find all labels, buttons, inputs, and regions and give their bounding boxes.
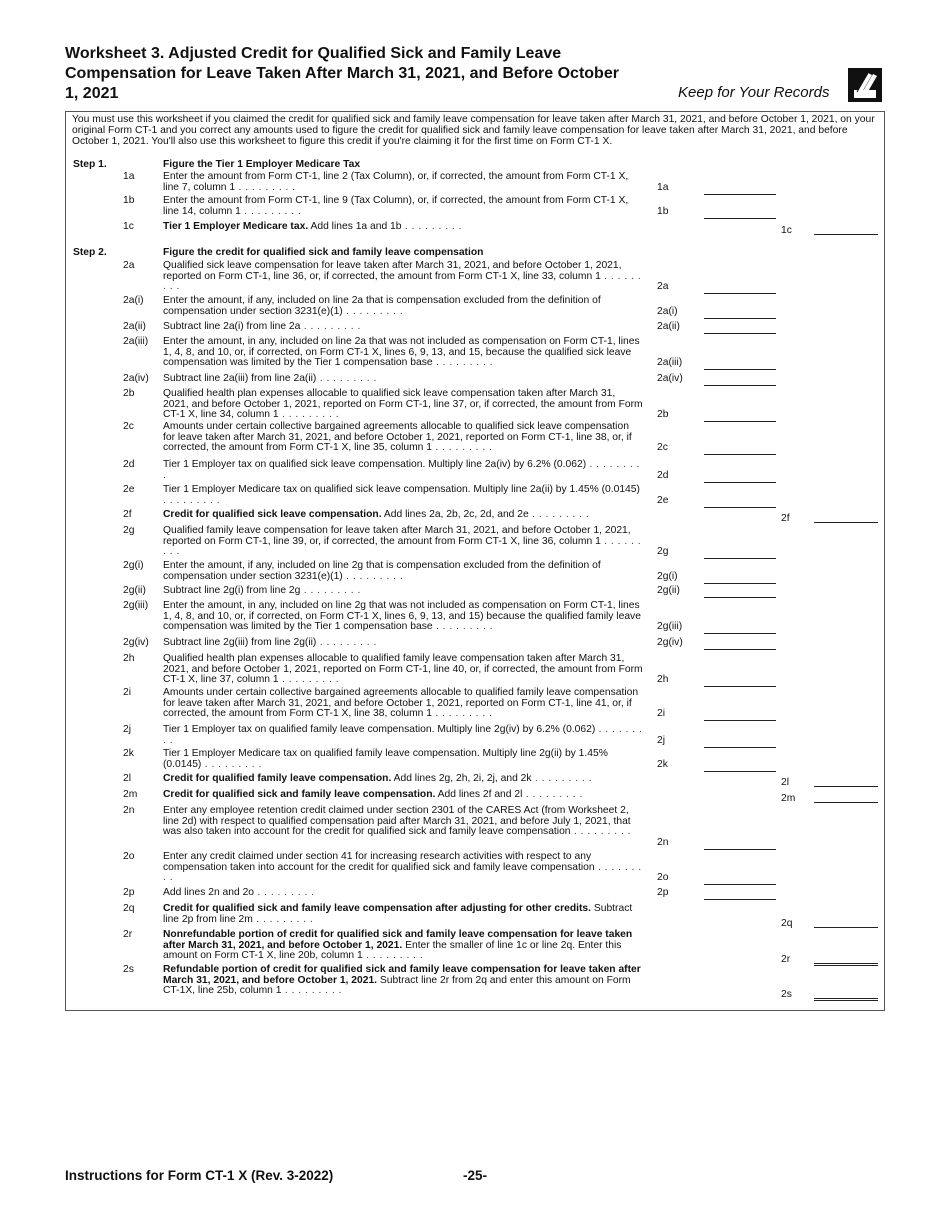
footer-form-name: Instructions for Form CT-1 X (Rev. 3-2022) [65, 1168, 334, 1183]
line-description [163, 654, 643, 686]
line-number: 2j [123, 724, 132, 735]
amount-entry-line[interactable] [704, 884, 776, 885]
amount-entry-line[interactable] [704, 771, 776, 772]
amount-entry-line[interactable] [704, 454, 776, 455]
dot-leader: . . . . . . . . . [522, 789, 583, 800]
dot-leader: . . . . . . . . . [235, 181, 296, 193]
line-code: 2g(iii) [657, 621, 683, 632]
line-text: Add lines 2f and 2l [435, 789, 523, 800]
dot-leader: . . . . . . . . . [254, 887, 315, 898]
line-number: 2g(iv) [123, 637, 149, 648]
dot-leader: . . . . . . . . . [240, 205, 302, 217]
line-code: 1c [781, 225, 792, 236]
line-text: Enter any employee retention credit claimed under section 2301 of the CARES Act (from Worksheet 2, line 2d) with respect to qualified compensation paid after March 31, 2021, and before July 1, 2021, that was also taken into account for the credit for qualified sick and family leave compensation [163, 805, 631, 837]
amount-entry-line[interactable] [704, 686, 776, 687]
amount-entry-line[interactable] [704, 421, 776, 422]
line-text: Add lines 1a and 1b [308, 221, 402, 232]
amount-entry-line[interactable] [814, 998, 878, 1001]
line-text: Qualified family leave compensation for leave taken after March 31, 2021, and before October 1, 2021, reported on Form CT-1, line 39, or, if corrected, the amount from Form CT-1 X, line 36, column 1 [163, 525, 631, 547]
line-heading: Nonrefundable portion of credit for qualified sick and family leave compensation for leave taken after March 31, 2021, and before October 1, 2021. [163, 929, 633, 951]
dot-leader: . . . . . . . . . [342, 305, 404, 317]
line-description [163, 422, 643, 454]
line-description [163, 888, 643, 899]
line-number: 2l [123, 773, 132, 784]
amount-entry-line[interactable] [704, 633, 776, 634]
amount-entry-line[interactable] [704, 369, 776, 370]
line-code: 2a(i) [657, 305, 678, 317]
line-number: 2c [123, 421, 134, 432]
line-number: 2q [123, 903, 135, 914]
amount-entry-line[interactable] [704, 747, 776, 748]
line-code: 2p [657, 887, 669, 898]
line-description [163, 172, 643, 193]
line-description [163, 806, 643, 838]
line-code: 2f [781, 513, 790, 524]
amount-entry-line[interactable] [814, 786, 878, 787]
line-text: Add lines 2n and 2o [163, 887, 255, 898]
line-description [163, 261, 643, 293]
dot-leader: . . . . . . . . . [163, 459, 640, 481]
line-number: 2h [123, 653, 135, 664]
line-code: 2g(iv) [657, 637, 683, 648]
line-description [163, 725, 643, 746]
line-number: 2o [123, 851, 135, 862]
line-description [163, 196, 643, 217]
line-number: 2p [123, 887, 135, 898]
line-text: Subtract line 2a(i) from line 2a [163, 321, 301, 332]
step-label: Step 1. [73, 159, 107, 170]
line-code: 2g(i) [657, 570, 678, 582]
amount-entry-line[interactable] [814, 234, 878, 235]
line-text: Add lines 2g, 2h, 2i, 2j, and 2k [391, 773, 532, 784]
dot-leader: . . . . . . . . . [278, 409, 340, 420]
pencil-icon [848, 68, 882, 102]
line-description [163, 322, 643, 333]
line-description [163, 248, 643, 259]
intro-text: You must use this worksheet if you claimed the credit for qualified sick and family leave compensation for leave taken after March 31, 2021, and before October 1, 2021, on your original Form CT-1 and you correct any amounts used to figure the credit for qualified sick and family leave compensation for leave taken after March 31, 2021, and before October 1, 2021. You'll also use this worksheet to figure this credit if you're claiming it for the first time on Form CT-1 X. [72, 114, 875, 147]
line-text: Enter the amount, if any, included on line 2a that is compensation excluded from the definition of compensation under section 3231(e)(1) [163, 295, 601, 317]
dot-leader: . . . . . . . . . [300, 321, 361, 332]
line-code: 2e [657, 494, 669, 506]
line-code: 2a(iv) [657, 373, 683, 384]
line-number: 2f [123, 509, 132, 520]
dot-leader: . . . . . . . . . [163, 724, 643, 746]
dot-leader: . . . . . . . . . [432, 357, 494, 368]
amount-entry-line[interactable] [814, 963, 878, 966]
line-text: Subtract line 2g(iii) from line 2g(ii) [163, 637, 317, 648]
line-text: Enter the amount from Form CT-1, line 2 (Tax Column), or, if corrected, the amount from Form CT-1 X, line 7, column 1 [163, 171, 629, 193]
amount-entry-line[interactable] [704, 583, 776, 584]
keep-for-records: Keep for Your Records [678, 84, 830, 101]
dot-leader: . . . . . . . . . [316, 637, 377, 648]
dot-leader: . . . . . . . . . [252, 913, 314, 925]
dot-leader: . . . . . . . . . [401, 221, 463, 232]
line-text: Subtract line 2g(i) from line 2g [163, 585, 301, 596]
line-heading: Credit for qualified family leave compensation. [163, 773, 392, 784]
line-text: Tier 1 Employer Medicare tax on qualified sick leave compensation. Multiply line 2a(ii) by 1.45% (0.0145) [163, 484, 640, 495]
line-code: 2a(iii) [657, 357, 683, 368]
line-description [163, 749, 643, 770]
line-text: Qualified health plan expenses allocable to qualified sick leave compensation taken after March 31, 2021, and before October 1, 2021, reported on Form CT-1, line 37, or, if corrected, the amount from Form CT-1 X, line 34, column 1 [163, 388, 643, 420]
dot-leader: . . . . . . . . . [163, 535, 642, 557]
dot-leader: . . . . . . . . . [342, 570, 404, 582]
amount-entry-line[interactable] [704, 849, 776, 850]
line-heading: Credit for qualified sick and family leave compensation. [163, 789, 436, 800]
amount-entry-line[interactable] [704, 720, 776, 721]
line-description [163, 526, 643, 558]
line-heading: Figure the credit for qualified sick and family leave compensation [163, 247, 484, 258]
dot-leader: . . . . . . . . . [362, 950, 424, 961]
line-number: 2a(iii) [123, 336, 149, 347]
line-description [163, 160, 643, 171]
amount-entry-line[interactable] [704, 194, 776, 195]
dot-leader: . . . . . . . . . [163, 494, 221, 506]
line-description [163, 561, 643, 582]
line-number: 1c [123, 221, 134, 232]
dot-leader: . . . . . . . . . [316, 373, 377, 384]
line-text: Tier 1 Employer Medicare tax on qualified family leave compensation. Multiply line 2g(ii) by 1.45% (0.0145) [163, 748, 608, 770]
line-number: 2i [123, 687, 132, 698]
line-text: Qualified health plan expenses allocable to qualified family leave compensation taken after March 31, 2021, and before October 1, 2021, reported on Form CT-1, line 40, or, if corrected, the amount from Form CT-1 X, line 37, column 1 [163, 653, 643, 685]
amount-entry-line[interactable] [704, 333, 776, 334]
line-code: 2g(ii) [657, 585, 680, 596]
line-description [163, 852, 643, 884]
amount-entry-line[interactable] [704, 597, 776, 598]
line-number: 2k [123, 748, 134, 759]
dot-leader: . . . . . . . . . [201, 758, 262, 770]
line-text: Enter the amount from Form CT-1, line 9 (Tax Column), or, if corrected, the amount from Form CT-1 X, line 14, column 1 [163, 195, 629, 217]
dot-leader: . . . . . . . . . [528, 509, 590, 520]
dot-leader: . . . . . . . . . [300, 585, 361, 596]
amount-entry-line[interactable] [814, 802, 878, 803]
amount-entry-line[interactable] [704, 318, 776, 319]
amount-entry-line[interactable] [704, 293, 776, 294]
line-description [163, 485, 643, 506]
dot-leader: . . . . . . . . . [432, 621, 494, 632]
line-text: Enter the amount, in any, included on line 2g that was not included as compensation on Form CT-1, lines 1, 4, 8, and 10, or, if corrected, on Form CT-1 X, lines 6, 9, 13, and 15) because the qualified family leave compensation was limited by the Tier 1 compensation base [163, 600, 641, 632]
line-description [163, 586, 643, 597]
line-text: Subtract line 2a(iii) from line 2a(ii) [163, 373, 317, 384]
line-number: 2a(i) [123, 295, 144, 306]
line-description [163, 374, 643, 385]
line-description [163, 296, 643, 317]
line-number: 2g(ii) [123, 585, 146, 596]
line-heading: Refundable portion of credit for qualified sick and family leave compensation for leave taken after March 31, 2021, and before October 1, 2021. [163, 964, 641, 986]
line-description [163, 460, 643, 481]
line-code: 2b [657, 409, 669, 420]
line-code: 2n [657, 836, 669, 848]
line-heading: Credit for qualified sick leave compensation. [163, 509, 382, 520]
line-description [163, 930, 643, 962]
line-code: 1b [657, 205, 669, 217]
worksheet-title: Worksheet 3. Adjusted Credit for Qualified Sick and Family Leave Compensation for Leave Taken After March 31, 2021, and Before October 1, 2021 [65, 45, 619, 102]
page-number: -25- [463, 1168, 488, 1183]
line-description [163, 222, 643, 233]
line-code: 1a [657, 181, 669, 193]
amount-entry-line[interactable] [704, 649, 776, 650]
line-description [163, 601, 643, 633]
line-number: 2g(i) [123, 560, 144, 571]
line-code: 2m [781, 793, 796, 804]
dot-leader: . . . . . . . . . [163, 270, 642, 292]
line-text: Enter the amount, in any, included on line 2a that was not included as compensation on Form CT-1, lines 1, 4, 8, and 10, or, if corrected, on Form CT-1 X, lines 6, 9, 13, and 15, because the qualified sick leave compensation was limited by the Tier 1 compensation base [163, 336, 640, 368]
amount-entry-line[interactable] [704, 899, 776, 900]
line-heading: Tier 1 Employer Medicare tax. [163, 221, 309, 232]
line-description [163, 389, 643, 421]
line-number: 2e [123, 484, 135, 495]
line-text: Add lines 2a, 2b, 2c, 2d, and 2e [381, 509, 529, 520]
line-code: 2d [657, 469, 669, 481]
line-number: 2g [123, 525, 135, 536]
line-number: 2b [123, 388, 135, 399]
line-number: 1a [123, 171, 135, 182]
line-number: 2n [123, 805, 135, 816]
line-number: 2a(ii) [123, 321, 146, 332]
line-code: 2j [657, 734, 666, 746]
amount-entry-line[interactable] [704, 385, 776, 386]
line-code: 2g [657, 546, 669, 557]
line-code: 2q [781, 917, 793, 929]
line-text: Enter the smaller of line 1c or line 2q. Enter this amount on Form CT-1 X, line 20b, column 1 [163, 939, 622, 961]
dot-leader: . . . . . . . . . [281, 985, 342, 996]
line-number: 2a(iv) [123, 373, 149, 384]
amount-entry-line[interactable] [704, 482, 776, 483]
line-description [163, 904, 643, 925]
line-text: Qualified sick leave compensation for leave taken after March 31, 2021, and before October 1, 2021, reported on Form CT-1, line 36, or, if corrected, the amount from Form CT-1 X, line 33, column 1 [163, 260, 622, 282]
dot-leader: . . . . . . . . . [278, 674, 340, 685]
line-code: 2o [657, 872, 669, 883]
line-heading: Figure the Tier 1 Employer Medicare Tax [163, 159, 361, 170]
amount-entry-line[interactable] [704, 218, 776, 219]
line-number: 2s [123, 964, 134, 975]
line-text: Tier 1 Employer tax on qualified family leave compensation. Multiply line 2g(iv) by 6.2% (0.062) [163, 724, 596, 735]
step-label: Step 2. [73, 247, 107, 258]
line-text: Amounts under certain collective bargained agreements allocable to qualified sick leave compensation for leave taken after March 31, 2021, and before October 1, 2021, reported on Form CT-1, line 38, or, if corrected, the amount from Form CT-1 X, line 35, column 1 [163, 421, 632, 453]
amount-entry-line[interactable] [704, 507, 776, 508]
line-heading: Credit for qualified sick and family leave compensation after adjusting for other credits. [163, 903, 591, 914]
line-description [163, 688, 643, 720]
line-description [163, 790, 643, 801]
line-number: 2m [123, 789, 138, 800]
line-code: 2i [657, 708, 666, 719]
line-text: Amounts under certain collective bargained agreements allocable to qualified family leave compensation for leave taken after March 31, 2021, and before October 1, 2021, reported on Form CT-1, line 41, or, if corrected, the amount from Form CT-1 X, line 38, column 1 [163, 687, 639, 719]
line-number: 2r [123, 929, 133, 940]
line-code: 2a(ii) [657, 321, 680, 332]
line-code: 2s [781, 989, 792, 1000]
dot-leader: . . . . . . . . . [570, 826, 632, 837]
dot-leader: . . . . . . . . . [431, 708, 493, 719]
line-description [163, 638, 643, 649]
line-description [163, 510, 643, 521]
amount-entry-line[interactable] [814, 522, 878, 523]
line-code: 2k [657, 758, 668, 770]
dot-leader: . . . . . . . . . [531, 773, 593, 784]
line-text: Enter the amount, if any, included on line 2g that is compensation excluded from the definition of compensation under section 3231(e)(1) [163, 560, 601, 582]
amount-entry-line[interactable] [814, 927, 878, 928]
line-text: Tier 1 Employer tax on qualified sick leave compensation. Multiply line 2a(iv) by 6.2% (0.062) [163, 459, 587, 470]
line-code: 2h [657, 674, 669, 685]
line-code: 2c [657, 442, 668, 453]
line-description [163, 337, 643, 369]
line-description [163, 965, 643, 997]
line-description [163, 774, 643, 785]
line-number: 2d [123, 459, 135, 470]
line-text: Enter any credit claimed under section 41 for increasing research activities with respect to any compensation taken into account for the credit for qualified sick and family leave compensation [163, 851, 595, 873]
dot-leader: . . . . . . . . . [431, 442, 493, 453]
worksheet-frame [65, 111, 885, 1011]
line-code: 2r [781, 954, 791, 965]
dot-leader: . . . . . . . . . [163, 861, 642, 883]
line-number: 1b [123, 195, 135, 206]
line-code: 2l [781, 777, 790, 788]
line-code: 2a [657, 281, 669, 292]
line-number: 2a [123, 260, 135, 271]
amount-entry-line[interactable] [704, 558, 776, 559]
line-number: 2g(iii) [123, 600, 149, 611]
line-text: Subtract line 2p from line 2m [163, 903, 633, 925]
line-text: Subtract line 2r from 2q and enter this amount on Form CT-1X, line 25b, column 1 [163, 974, 631, 996]
